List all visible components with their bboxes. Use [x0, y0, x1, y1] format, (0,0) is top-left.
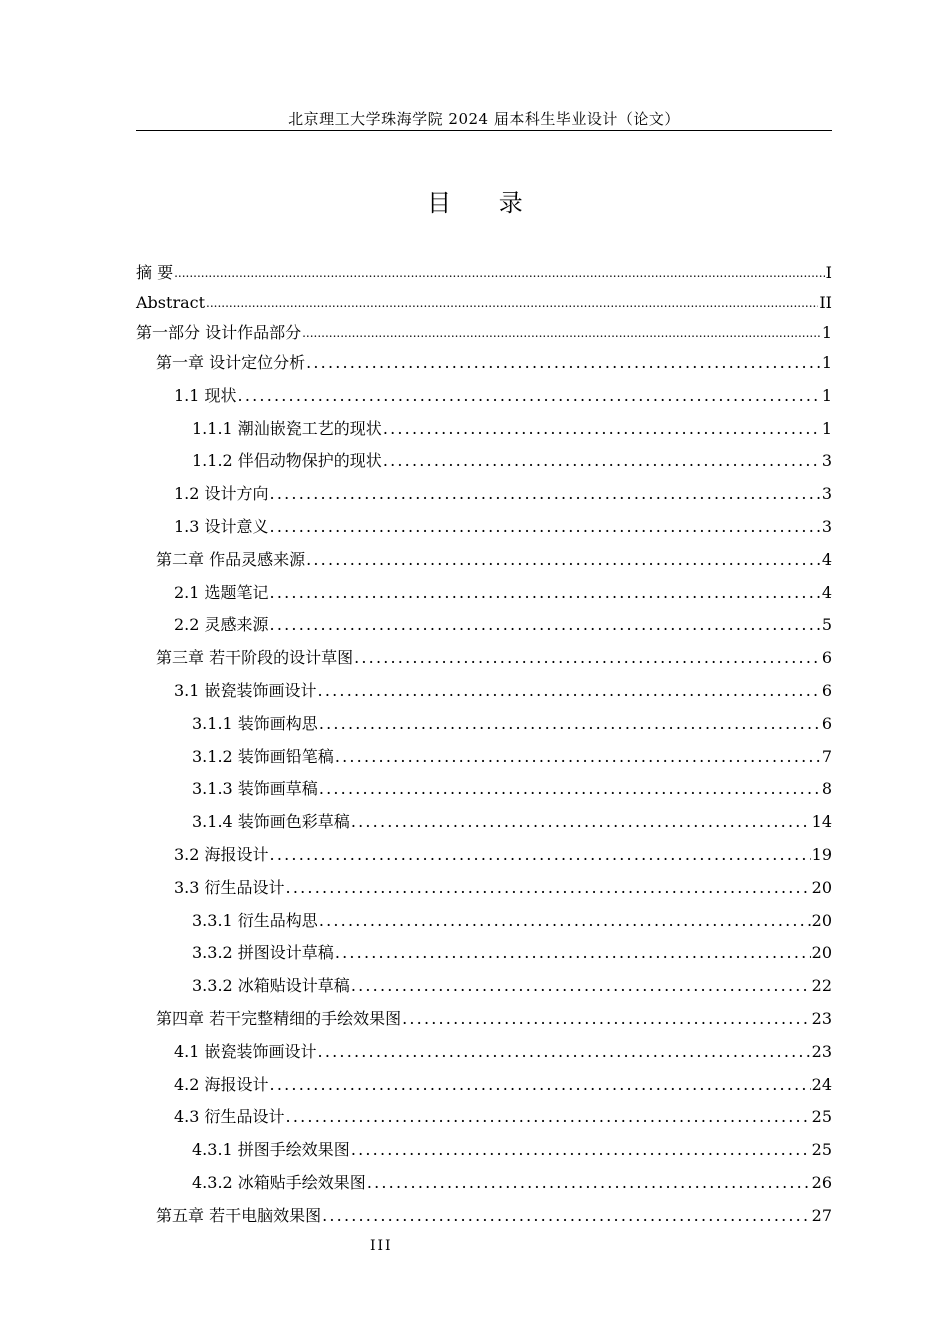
- toc-dot-leader: [206, 293, 818, 313]
- toc-dot-leader: [351, 812, 811, 832]
- toc-entry-page: 20: [811, 943, 832, 963]
- toc-entry-label: 3.3.2 拼图设计草稿: [192, 943, 334, 963]
- toc-entry[interactable]: [136, 1130, 832, 1160]
- toc-dot-leader: [402, 1009, 811, 1029]
- toc-dot-leader: [270, 583, 821, 603]
- toc-entry-page: 25: [811, 1107, 832, 1127]
- toc-entry-page: 6: [821, 681, 832, 700]
- toc-entry-label: 2.1 选题笔记: [174, 582, 269, 602]
- toc-entry[interactable]: [136, 343, 832, 373]
- toc-entry-label: 4.1 嵌瓷装饰画设计: [174, 1041, 317, 1061]
- toc-dot-leader: [270, 615, 821, 635]
- toc-entry-page: 20: [811, 910, 832, 930]
- toc-entry-label: 第三章 若干阶段的设计草图: [156, 648, 354, 668]
- toc-entry[interactable]: [136, 540, 832, 570]
- toc-entry[interactable]: [136, 1065, 832, 1095]
- toc-entry[interactable]: [136, 573, 832, 603]
- toc-entry-page: 5: [821, 615, 832, 635]
- toc-entry-label: 1.1.1 潮汕嵌瓷工艺的现状: [192, 418, 382, 438]
- toc-entry[interactable]: [136, 253, 832, 283]
- toc-dot-leader: [286, 878, 811, 898]
- toc-entry[interactable]: [136, 409, 832, 439]
- toc-entry[interactable]: [136, 769, 832, 799]
- toc-entry-label: 第一章 设计定位分析: [156, 353, 306, 372]
- toc-entry[interactable]: [136, 507, 832, 537]
- toc-entry[interactable]: [136, 1032, 832, 1062]
- toc-entry-page: 25: [811, 1140, 832, 1160]
- toc-entry-page: 6: [821, 713, 832, 733]
- page-title: 目 录: [427, 189, 543, 217]
- toc-entry[interactable]: [136, 1196, 832, 1226]
- toc-entry-label: 第四章 若干完整精细的手绘效果图: [156, 1009, 402, 1028]
- toc-entry-label: 3.1.4 装饰画色彩草稿: [192, 812, 350, 832]
- toc-entry-label: 第五章 若干电脑效果图: [156, 1205, 322, 1225]
- toc-entry-label: 4.3.2 冰箱贴手绘效果图: [192, 1173, 366, 1192]
- toc-entry-label: 3.3.2 冰箱贴设计草稿: [192, 976, 350, 996]
- toc-entry-page: 4: [821, 549, 832, 569]
- toc-dot-leader: [319, 779, 821, 799]
- toc-entry-page: 22: [811, 976, 832, 996]
- toc-dot-leader: [318, 1042, 811, 1062]
- toc-dot-leader: [351, 976, 811, 996]
- toc-dot-leader: [270, 484, 821, 504]
- toc-entry[interactable]: [136, 901, 832, 931]
- toc-entry-label: Abstract: [136, 293, 206, 312]
- toc-entry-label: 4.2 海报设计: [174, 1074, 269, 1094]
- toc-dot-leader: [319, 714, 821, 734]
- toc-entry-label: 第一部分 设计作品部分: [136, 323, 302, 342]
- toc-entry-label: 2.2 灵感来源: [174, 615, 269, 635]
- toc-entry-label: 3.3 衍生品设计: [174, 877, 285, 897]
- toc-entry-page: 1: [821, 323, 832, 342]
- header-rule: [136, 130, 832, 131]
- toc-dot-leader: [238, 386, 821, 406]
- page-header: 北京理工大学珠海学院 2024 届本科生毕业设计（论文）: [288, 110, 680, 128]
- toc-dot-leader: [270, 1075, 811, 1095]
- toc-entry-label: 3.1.2 装饰画铅笔稿: [192, 746, 334, 766]
- toc-entry[interactable]: [136, 1163, 832, 1193]
- toc-entry[interactable]: [136, 313, 832, 343]
- toc-dot-leader: [354, 648, 821, 668]
- toc-entry-page: 23: [811, 1041, 832, 1061]
- toc-dot-leader: [306, 550, 821, 570]
- toc-entry-page: 1: [821, 353, 832, 372]
- toc-entry[interactable]: [136, 868, 832, 898]
- toc-dot-leader: [383, 419, 821, 439]
- toc-dot-leader: [286, 1107, 811, 1127]
- toc-entry-page: 27: [811, 1205, 832, 1225]
- toc-entry-page: 6: [821, 648, 832, 668]
- toc-entry-label: 3.1.3 装饰画草稿: [192, 779, 318, 799]
- toc-entry[interactable]: [136, 376, 832, 406]
- toc-dot-leader: [270, 517, 821, 537]
- toc-dot-leader: [318, 681, 821, 701]
- toc-entry[interactable]: [136, 933, 832, 963]
- toc-dot-leader: [306, 353, 821, 373]
- toc-dot-leader: [335, 943, 811, 963]
- toc-entry-page: II: [819, 293, 832, 312]
- toc-entry-label: 3.1 嵌瓷装饰画设计: [174, 681, 317, 700]
- toc-entry[interactable]: [136, 966, 832, 996]
- toc-entry[interactable]: [136, 474, 832, 504]
- toc-entry[interactable]: [136, 999, 832, 1029]
- toc-entry[interactable]: [136, 737, 832, 767]
- toc-entry-page: 7: [821, 746, 832, 766]
- toc-entry-page: 24: [811, 1074, 832, 1094]
- toc-entry-label: 3.2 海报设计: [174, 845, 269, 864]
- toc-entry-page: 8: [821, 779, 832, 799]
- toc-dot-leader: [319, 911, 811, 931]
- toc-entry-page: 3: [821, 484, 832, 504]
- toc-entry-page: 3: [821, 451, 832, 471]
- toc-entry-page: 26: [811, 1173, 832, 1192]
- toc-entry-page: 1: [821, 385, 832, 405]
- toc-dot-leader: [335, 747, 821, 767]
- toc-entry-label: 第二章 作品灵感来源: [156, 549, 306, 569]
- toc-dot-leader: [351, 1140, 811, 1160]
- toc-entry[interactable]: [136, 802, 832, 832]
- toc-entry-label: 1.1 现状: [174, 385, 237, 405]
- toc-entry-page: 20: [811, 877, 832, 897]
- toc-dot-leader: [322, 1206, 811, 1226]
- toc-entry-page: I: [825, 263, 832, 282]
- toc-entry-label: 3.1.1 装饰画构思: [192, 713, 318, 733]
- toc-entry[interactable]: [136, 638, 832, 668]
- toc-dot-leader: [270, 845, 811, 865]
- toc-entry-page: 4: [821, 582, 832, 602]
- toc-entry[interactable]: [136, 283, 832, 313]
- toc-entry-page: 19: [811, 845, 832, 864]
- page-number: III: [370, 1238, 393, 1254]
- toc-entry-page: 3: [821, 517, 832, 536]
- toc-entry-page: 23: [811, 1009, 832, 1028]
- toc-entry-label: 4.3 衍生品设计: [174, 1107, 285, 1127]
- toc-entry-label: 摘 要: [136, 263, 174, 282]
- toc-entry-label: 1.3 设计意义: [174, 517, 269, 536]
- toc-entry[interactable]: [136, 671, 832, 701]
- toc-entry[interactable]: [136, 704, 832, 734]
- toc-entry-page: 14: [811, 812, 832, 832]
- toc-entry[interactable]: [136, 605, 832, 635]
- toc-entry-label: 4.3.1 拼图手绘效果图: [192, 1140, 350, 1160]
- toc-entry-label: 3.3.1 衍生品构思: [192, 910, 318, 930]
- toc-entry[interactable]: [136, 835, 832, 865]
- toc-dot-leader: [367, 1173, 811, 1193]
- toc-entry-page: 1: [821, 418, 832, 438]
- toc-dot-leader: [383, 451, 821, 471]
- toc-entry[interactable]: [136, 441, 832, 471]
- toc-entry-label: 1.2 设计方向: [174, 484, 269, 504]
- toc-entry-label: 1.1.2 伴侣动物保护的现状: [192, 451, 382, 471]
- toc-dot-leader: [302, 323, 821, 343]
- toc-dot-leader: [174, 263, 825, 283]
- toc-entry[interactable]: [136, 1097, 832, 1127]
